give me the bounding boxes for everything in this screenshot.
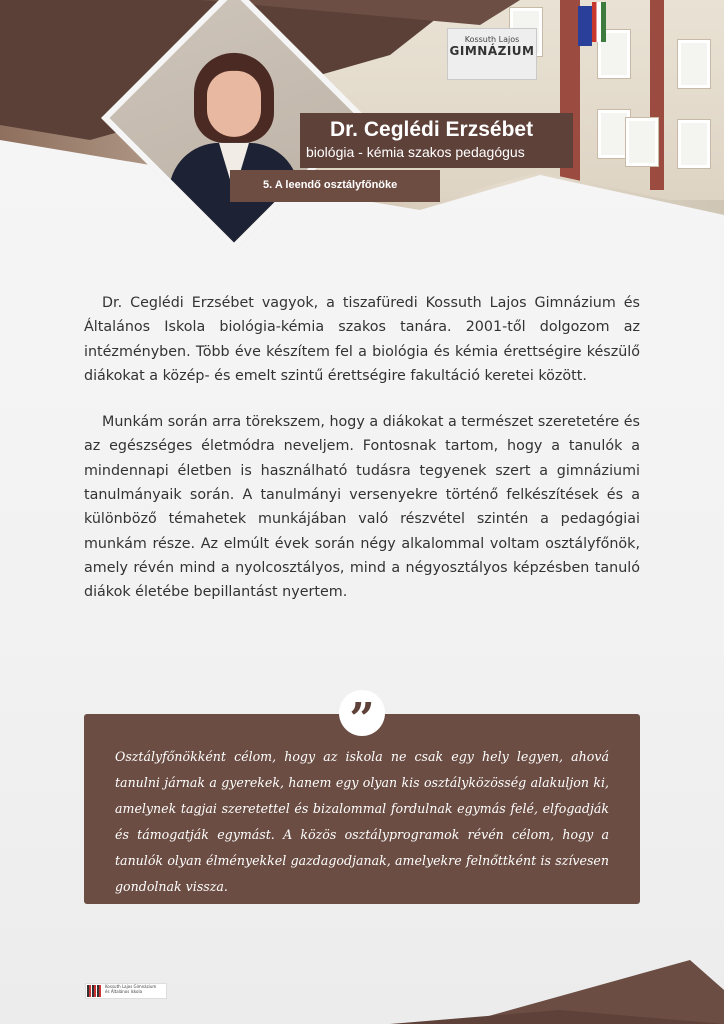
logo-mark-icon [87, 985, 101, 997]
quote-text: Osztályfőnökként célom, hogy az iskola ne csak egy hely legyen, ahová tanulni járnak a gyerekek, hanem egy olyan kis osztályközösség alakuljon ki, amelynek tagjai szeretettel és bizalommal fordulnak egymás felé, elfogadják és támogatják egymást. A közös osztályprogramok révén célom, hogy a tanulók olyan élményekkel gazdagodjanak, amelyekre felnőttként is szívesen gondolnak vissza. [115, 749, 609, 894]
teacher-name: Dr. Ceglédi Erzsébet [330, 118, 534, 141]
header-banner [0, 0, 724, 215]
quote-icon: ” [339, 690, 385, 736]
class-label: 5. A leendő osztályfőnöke [263, 179, 398, 191]
school-logo [85, 983, 167, 999]
bio-text [84, 291, 640, 627]
school-sign [447, 28, 537, 80]
logo-text [105, 984, 156, 994]
sign-line-1: Kossuth Lajos [464, 35, 520, 44]
teacher-role: biológia - kémia szakos pedagógus [306, 144, 525, 160]
logo-line-1: Kossuth Lajos Gimnázium [105, 984, 157, 989]
hungarian-flag [592, 2, 606, 42]
bio-paragraph-1: Dr. Ceglédi Erzsébet vagyok, a tiszafüredi Kossuth Lajos Gimnázium és Általános Iskola biológia-kémia szakos tanára. 2001-től dolgozom az intézményben. Több éve készítem fel a biológia és kémia érettségire készülő diákokat a közép- és emelt szintű érettségire fakultáció keretei között. [84, 295, 640, 384]
eu-flag [578, 6, 592, 46]
sign-line-2: GIMNÁZIUM [449, 44, 535, 58]
bio-paragraph-2: Munkám során arra törekszem, hogy a diákokat a természet szeretetére és az egészséges életmódra neveljem. Fontosnak tartom, hogy a tanulók a mindennapi életben is használható tudásra tegyenek szert a gimnáziumi tanulmányaik során. A tanulmányi versenyekre történő felkészítések és a különböző témahetek munkájában való részvétel szintén a pedagógiai munkám része. Az elmúlt évek során négy alkalommal voltam osztályfőnök, amely révén mind a nyolcosztályos, mind a négyosztályos képzésben tanuló diákok életébe bepillantást nyertem. [84, 414, 640, 601]
logo-line-2: és Általános Iskola [105, 989, 143, 994]
